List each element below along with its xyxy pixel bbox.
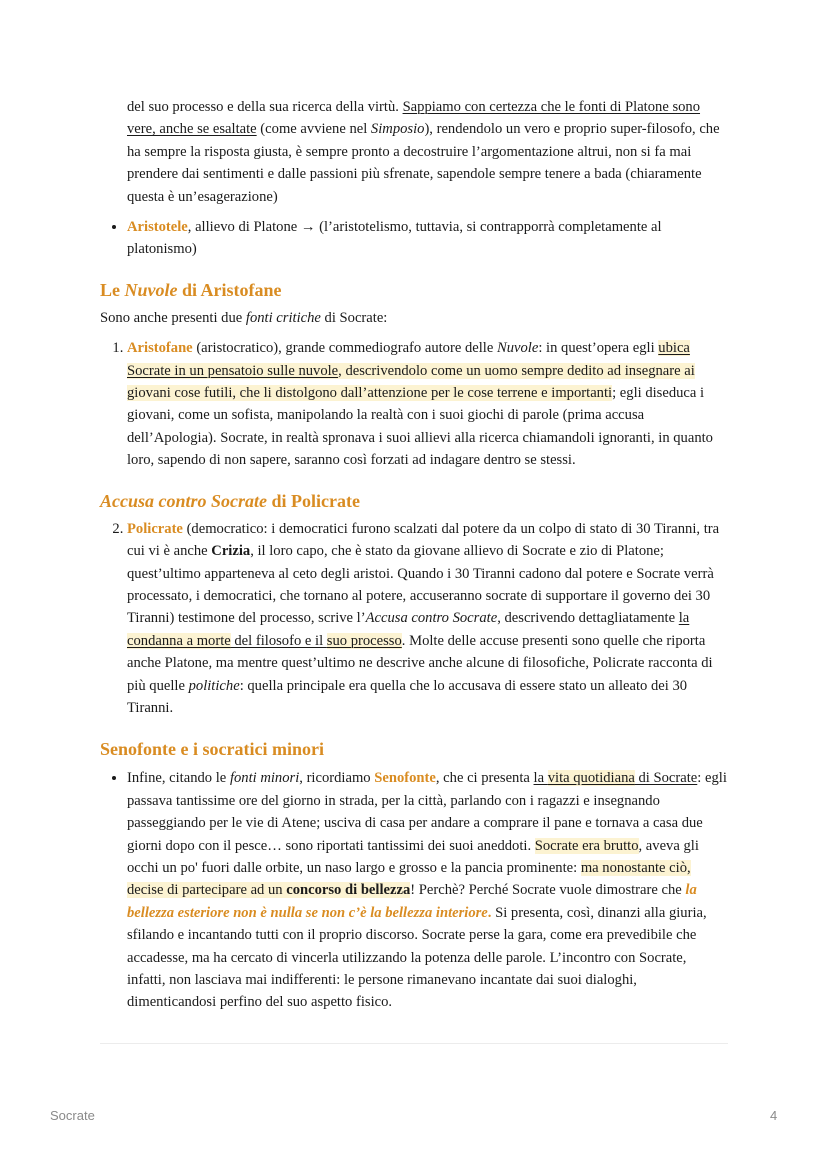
heading-senofonte: Senofonte e i socratici minori [100, 739, 324, 760]
highlighted-name: Senofonte [374, 770, 436, 787]
text: (come avviene nel [256, 121, 371, 138]
page-content [100, 96, 728, 1014]
list-item-policrate: 2. Policrate (democratico: i democratici furono scalzati dal potere da un colpo di stato di 30 Tiranni, tra cui vi è anche Crizia, il loro capo, che è stato da giovane allievo di Socrate e zio di Platone; quest’ultimo apparteneva al ceto degli aristoi. Quando i 30 Tiranni cadono dal potere e Socrate verrà processato, i democratici, che tornano al potere, accuseranno socrate di supportare il governo dei 30 Tiranni) testimone del processo, scrive l’Accusa contro Socrate, descrivendo dettagliatamente la condanna a morte del filosofo e il suo processo. Molte delle accuse presenti sono quelle che riporta anche Platone, ma mentre quest’ultimo ne descrive anche alcune di filosofiche, Policrate racconta di più quelle politiche: quella principale era quella che lo accusava di essere stato un alleato dei 30 Tiranni. [127, 518, 728, 720]
bullet-list [100, 216, 728, 261]
highlighted-text: Socrate era brutto [534, 837, 639, 854]
emphasis-text: la bellezza esteriore non è nulla se non c’è la bellezza interiore [127, 882, 697, 921]
highlighted-name: Aristofane [127, 340, 193, 357]
intro-paragraph: Sono anche presenti due fonti critiche di Socrate: [100, 309, 388, 326]
list-item-senofonte: • Infine, citando le fonti minori, ricordiamo Senofonte, che ci presenta la vita quotidiana di Socrate: egli passava tantissime ore del giorno in strada, per la città, parlando con i ragazzi e insegnando passeggiando per le vie di Atene; usciva di casa per andare a comprare il pane e tornava a casa due giorni dopo con il pesce… sono riportati tantissimi dei suoi aneddoti. Socrate era brutto, aveva gli occhi un po' fuori dalle orbite, un naso largo e grosso e la pancia prominente: ma nonostante ciò, decise di partecipare ad un concorso di bellezza! Perchè? Perché Socrate vuole dimostrare che la bellezza esteriore non è nulla se non c’è la bellezza interiore. Si presenta, così, dinanzi alla giuria, sfilando e incantando tutti con il proprio discorso. Socrate perse la gara, come era prevedibile che accadesse, ma ha cercato di vincerla utilizzando la potenza delle parole. L’incontro con Socrate, infatti, non lasciava mai indifferenti: le persone rimanevano incantate dai suoi dialoghi, dimenticandosi perfino del suo aspetto fisico. [127, 767, 728, 1013]
highlighted-name: Aristotele [127, 219, 188, 236]
list-item-aristofane: 1. Aristofane (aristocratico), grande commediografo autore delle Nuvole: in quest’opera egli ubica Socrate in un pensatoio sulle nuvole, descrivendolo come un uomo sempre dedito ad insegnare ai giovani cose futili, che li distolgono dall’attenzione per le cose terrene e importanti; egli diseduca i giovani, come un sofista, manipolando la realtà con i suoi giochi di parole (prima accusa dell’Apologia). Socrate, in realtà spronava i suoi allievi alla ricerca chiamandoli ignoranti, in quanto loro, sapendo di non sapere, saranno così forzati ad indagare dentro se stessi. [127, 337, 728, 471]
highlighted-text: , descrivendolo come un uomo sempre dedito ad insegnare ai giovani cose futili, che li distolgono dall’attenzione per le cose terrene e importanti [127, 362, 695, 402]
highlighted-text: condanna a morte [127, 632, 231, 649]
italic-text: Simposio [370, 121, 425, 138]
highlighted-text: ubica Socrate in un pensatoio sulle nuvole [127, 340, 690, 379]
numbered-list-2 [100, 518, 728, 720]
text: , allievo di Platone → (l’aristotelismo, tuttavia, si contrapporrà completamente al platonismo) [127, 219, 662, 258]
highlighted-text: ma nonostante ciò, decise di partecipare ad un [127, 859, 691, 899]
list-item-aristotele [127, 216, 728, 261]
heading-nuvole: Le Nuvole di Aristofane [100, 279, 282, 300]
text: del suo processo e della sua ricerca della virtù. [127, 99, 403, 115]
text: ), rendendolo un vero e proprio super-filosofo, che ha sempre la risposta giusta, è sempre pronto a decostruire l’argomentazione altrui, non si fa mai prendere dai sentimenti e dalle passioni più sfrenate, sapendole sempre tenere a bada (chiaramente questa è un’esagerazione) [127, 121, 720, 205]
bold-text: concorso di bellezza [286, 882, 411, 899]
bullet-list-senofonte [100, 767, 728, 1013]
divider [100, 1043, 728, 1044]
highlighted-name: Policrate [127, 520, 183, 537]
highlighted-text: vita quotidiana [547, 770, 635, 787]
bold-text: Crizia [211, 543, 251, 560]
highlighted-text: suo processo [326, 632, 402, 649]
heading-policrate: Accusa contro Socrate di Policrate [100, 490, 360, 511]
numbered-list-1 [100, 337, 728, 471]
underlined-text: Sappiamo con certezza che le fonti di Platone sono vere, anche se esaltate [127, 99, 701, 138]
page-number: 4 [770, 1108, 778, 1123]
footer-title: Socrate [50, 1108, 95, 1123]
continued-paragraph [100, 96, 728, 208]
